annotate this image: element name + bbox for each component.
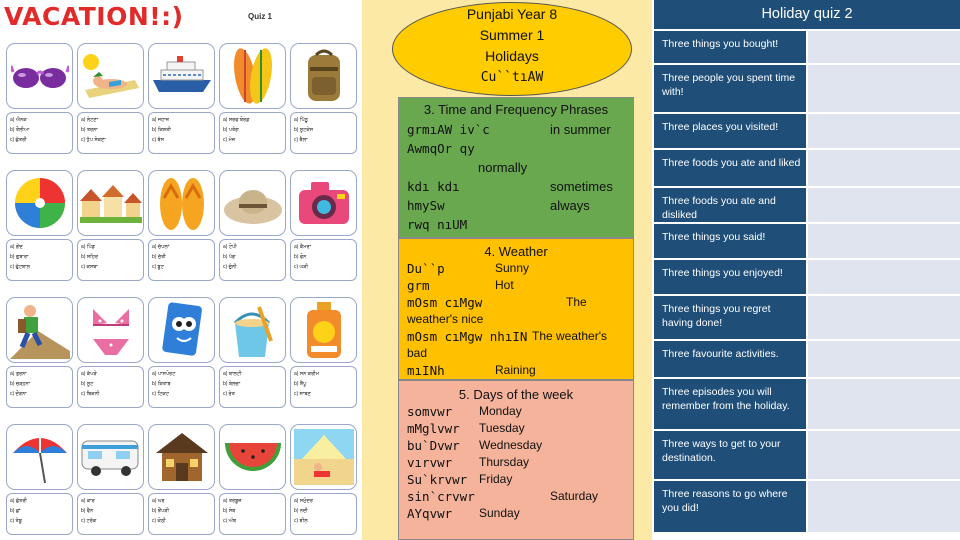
quiz-row — [654, 188, 960, 222]
answer-options: a) ਪਾਸਪੋਰਟ b) ਕਿਤਾਬ c) ਟਿਕਟ — [148, 366, 215, 408]
punjabi-phrase: mOsm cıMgw nhıIN — [407, 329, 528, 344]
punjabi-phrase: kdı kdı — [407, 179, 460, 194]
topic-label: Holidays — [485, 48, 539, 64]
quiz-prompt: Three ways to get to your destination. — [654, 431, 806, 479]
quiz-prompt: Three foods you ate and liked — [654, 150, 806, 186]
quiz-row — [654, 65, 960, 112]
quiz-answer-cell[interactable] — [808, 296, 960, 339]
answer-options: a) ਬਾਲਟੀ b) ਬੇਲਚਾ c) ਰੇਤ — [219, 366, 286, 408]
weather-box — [398, 238, 634, 380]
english-phrase: The weather's — [532, 329, 607, 343]
english-phrase: sometimes — [550, 179, 613, 194]
quiz-prompt: Three reasons to go where you did! — [654, 481, 806, 532]
punjabi-phrase: grmıAW iv`c — [407, 122, 490, 137]
campervan-icon — [77, 424, 144, 490]
quiz-answer-cell[interactable] — [808, 65, 960, 112]
quiz-answer-cell[interactable] — [808, 224, 960, 258]
quiz-row — [654, 341, 960, 377]
vocab-worksheet — [0, 0, 362, 540]
english-day: Wednesday — [479, 438, 543, 452]
answer-options: a) ਗੇਂਦ b) ਗੁਬਾਰਾ c) ਫੁੱਟਬਾਲ — [6, 239, 73, 281]
hiker-icon — [6, 297, 73, 363]
answer-options: a) ਕਾਰ b) ਵੈਨ c) ਟਰੱਕ — [77, 493, 144, 535]
surfboards-icon — [219, 43, 286, 109]
english-phrase: Hot — [495, 278, 514, 292]
topic-punjabi: Cu``tıAW — [480, 70, 544, 85]
quiz-row — [654, 260, 960, 294]
quiz-row — [654, 431, 960, 479]
punjabi-day: mMglvwr — [407, 421, 460, 436]
english-phrase: in summer — [550, 122, 611, 137]
english-day: Saturday — [550, 489, 599, 503]
sunscreen-icon — [290, 297, 357, 363]
beach-ball-icon — [6, 170, 73, 236]
section-title: 5. Days of the week — [458, 387, 574, 402]
english-phrase: Raining — [495, 363, 536, 377]
answer-options: a) ਚੱਪਲਾਂ b) ਜੁੱਤੀ c) ਬੂਟ — [148, 239, 215, 281]
english-day: Friday — [479, 472, 513, 486]
quiz-prompt: Three things you enjoyed! — [654, 260, 806, 294]
flip-flops-icon — [148, 170, 215, 236]
quiz-prompt: Three things you bought! — [654, 31, 806, 63]
answer-options: a) ਛੱਤਰੀ b) ਛਾਂ c) ਤੰਬੂ — [6, 493, 73, 535]
quiz-prompt: Three favourite activities. — [654, 341, 806, 377]
quiz-row — [654, 150, 960, 186]
punjabi-day: somvwr — [407, 404, 453, 419]
punjabi-phrase: mOsm cıMgw — [407, 295, 483, 310]
answer-options: a) ਸਨ ਕਰੀਮ b) ਸ਼ੈਂਪੂ c) ਸਾਬਣ — [290, 366, 357, 408]
english-phrase: always — [550, 198, 590, 213]
punjabi-day: Su`krvwr — [407, 472, 468, 487]
camera-icon — [290, 170, 357, 236]
english-day: Sunday — [479, 506, 520, 520]
punjabi-phrase: Du``p — [407, 261, 445, 276]
village-icon — [77, 170, 144, 236]
answer-options: a) ਜਹਾਜ਼ b) ਕਿਸ਼ਤੀ c) ਬੱਸ — [148, 112, 215, 154]
cabin-icon — [148, 424, 215, 490]
sun-hat-icon — [219, 170, 286, 236]
punjabi-day: sin`crvwr — [407, 489, 475, 504]
quiz-row — [654, 114, 960, 148]
beach-scene-icon — [290, 424, 357, 490]
punjabi-phrase: hmySw — [407, 198, 445, 213]
cruise-ship-icon — [148, 43, 215, 109]
bikini-icon — [77, 297, 144, 363]
quiz-row — [654, 296, 960, 339]
punjabi-day: bu`Dvwr — [407, 438, 460, 453]
punjabi-day: AYqvwr — [407, 506, 453, 521]
answer-options: a) ਕੈਮਰਾ b) ਫੋਨ c) ਘੜੀ — [290, 239, 357, 281]
quiz-row — [654, 379, 960, 429]
section-title: 4. Weather — [484, 244, 548, 259]
term-label: Summer 1 — [479, 27, 545, 43]
quiz-answer-cell[interactable] — [808, 188, 960, 222]
answer-options: a) ਟੋਪੀ b) ਪੱਗ c) ਚੁੰਨੀ — [219, 239, 286, 281]
answer-options: a) ਕੱਪੜੇ b) ਸੂਟ c) ਬਿਕਨੀ — [77, 366, 144, 408]
backpack-icon — [290, 43, 357, 109]
answer-options: a) ਘਰ b) ਝੌਂਪੜੀ c) ਕੋਠੀ — [148, 493, 215, 535]
quiz-title: Holiday quiz 2 — [654, 0, 960, 29]
english-day: Thursday — [479, 455, 530, 469]
days-of-week-box — [398, 380, 634, 540]
course-title: Punjabi Year 8 — [466, 6, 558, 22]
punjabi-day: vırvwr — [407, 455, 453, 470]
quiz-answer-cell[interactable] — [808, 150, 960, 186]
quiz-prompt: Three episodes you will remember from the holiday. — [654, 379, 806, 429]
answer-options: a) ਤਰਬੂਜ਼ b) ਸੇਬ c) ਅੰਬ — [219, 493, 286, 535]
quiz-answer-cell[interactable] — [808, 379, 960, 429]
umbrella-icon — [6, 424, 73, 490]
bucket-icon — [219, 297, 286, 363]
english-phrase: The — [566, 295, 587, 309]
quiz-answer-cell[interactable] — [808, 114, 960, 148]
quiz-answer-cell[interactable] — [808, 31, 960, 63]
quiz-answer-cell[interactable] — [808, 431, 960, 479]
worksheet-quiz-label: Quiz 1 — [248, 12, 273, 21]
answer-options: a) ਤੁਰਨਾ b) ਚੜ੍ਹਨਾ c) ਦੌੜਨਾ — [6, 366, 73, 408]
answer-options: a) ਸਰਫ ਬੋਰਡ b) ਪਤੰਗ c) ਮੇਜ਼ — [219, 112, 286, 154]
quiz-prompt: Three foods you ate and disliked — [654, 188, 806, 222]
english-phrase: weather's nice — [407, 312, 484, 326]
english-day: Tuesday — [479, 421, 525, 435]
quiz-row — [654, 31, 960, 63]
punjabi-phrase: mıINh — [407, 363, 445, 378]
punjabi-phrase: grm — [407, 278, 430, 293]
quiz-answer-cell[interactable] — [808, 341, 960, 377]
section-title: 3. Time and Frequency Phrases — [423, 102, 609, 117]
quiz-answer-cell[interactable] — [808, 260, 960, 294]
holiday-quiz-table — [654, 0, 960, 540]
english-phrase: normally — [478, 160, 528, 175]
quiz-prompt: Three people you spent time with! — [654, 65, 806, 112]
sunbathing-icon — [77, 43, 144, 109]
watermelon-icon — [219, 424, 286, 490]
answer-options: a) ਪਿੱਠੂ b) ਸੂਟਕੇਸ c) ਥੈਲਾ — [290, 112, 357, 154]
quiz-row — [654, 224, 960, 258]
english-day: Monday — [479, 404, 522, 418]
quiz-row — [654, 481, 960, 532]
english-phrase: Sunny — [495, 261, 530, 275]
punjabi-phrase: rwq nıUM — [407, 217, 468, 232]
quiz-prompt: Three places you visited! — [654, 114, 806, 148]
answer-options: a) ਪਿੰਡ b) ਸ਼ਹਿਰ c) ਕਸਬਾ — [77, 239, 144, 281]
sunglasses-icon — [6, 43, 73, 109]
passport-icon — [148, 297, 215, 363]
answer-options: a) ਲੇਟਣਾ b) ਤਰਨਾ c) ਧੁੱਪ ਸੇਕਣਾ — [77, 112, 144, 154]
worksheet-title: VACATION!:) — [4, 2, 184, 31]
english-phrase: bad — [407, 346, 428, 360]
quiz-answer-cell[interactable] — [808, 481, 960, 532]
answer-options: a) ਸਮੁੰਦਰ b) ਨਦੀ c) ਝੀਲ — [290, 493, 357, 535]
time-frequency-box — [398, 97, 634, 238]
answer-options: a) ਐਨਕ b) ਤੌਲੀਆ c) ਛੱਤਰੀ — [6, 112, 73, 154]
quiz-prompt: Three things you regret having done! — [654, 296, 806, 339]
punjabi-phrase: AwmqOr qy — [407, 141, 475, 156]
title-oval-text — [392, 4, 632, 88]
quiz-prompt: Three things you said! — [654, 224, 806, 258]
